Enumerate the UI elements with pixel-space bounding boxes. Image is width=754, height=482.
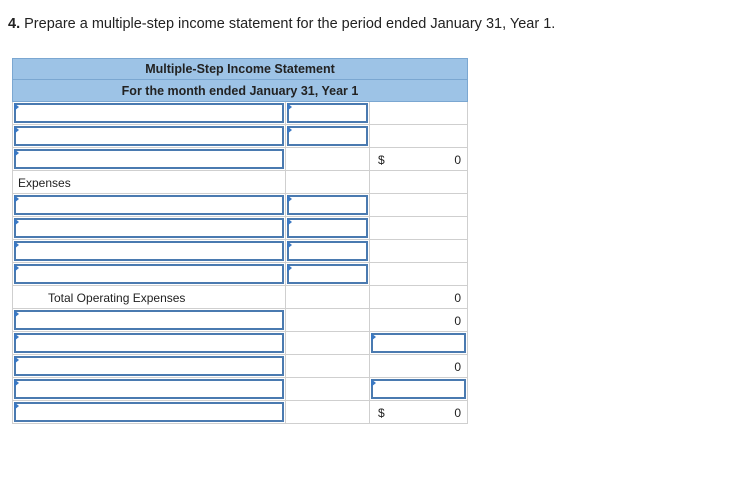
amount-cell (285, 355, 369, 377)
total-cell (369, 240, 467, 262)
amount-cell (285, 401, 369, 423)
table-row (12, 378, 468, 401)
total-cell (369, 148, 467, 170)
table-row (12, 263, 468, 286)
account-name-dropdown[interactable] (14, 310, 284, 330)
amount-input[interactable] (287, 126, 368, 146)
question-prompt (8, 16, 555, 32)
account-name-dropdown[interactable] (14, 379, 284, 399)
total-cell (369, 263, 467, 285)
total-cell (369, 125, 467, 147)
total-cell (369, 355, 467, 377)
table-row (12, 148, 468, 171)
expense-amount-input[interactable] (287, 264, 368, 284)
table-row (12, 286, 468, 309)
total-cell (369, 102, 467, 124)
table-row (12, 125, 468, 148)
statement-title: Multiple-Step Income Statement (12, 58, 468, 80)
table-row (12, 309, 468, 332)
amount-cell (285, 286, 369, 308)
total-amount-input[interactable] (371, 379, 466, 399)
table-row (12, 332, 468, 355)
income-statement-worksheet (12, 58, 468, 424)
expense-name-dropdown[interactable] (14, 241, 284, 261)
expenses-label: Expenses (18, 176, 71, 190)
amount-cell (285, 378, 369, 400)
question-text: Prepare a multiple-step income statement for the period ended January 31, Year 1. (24, 16, 556, 32)
account-name-dropdown[interactable] (14, 356, 284, 376)
total-cell (369, 217, 467, 239)
table-row (12, 194, 468, 217)
account-name-dropdown[interactable] (14, 333, 284, 353)
expense-name-dropdown[interactable] (14, 218, 284, 238)
table-row (12, 355, 468, 378)
dollar-sign: $ (378, 153, 385, 167)
amount-cell (285, 332, 369, 354)
amount-input[interactable] (287, 103, 368, 123)
account-name-dropdown[interactable] (14, 402, 284, 422)
expense-amount-input[interactable] (287, 218, 368, 238)
table-row (12, 102, 468, 125)
statement-period: For the month ended January 31, Year 1 (12, 80, 468, 102)
account-name-dropdown[interactable] (14, 103, 284, 123)
computed-value: 0 (454, 291, 461, 305)
amount-cell (285, 171, 369, 193)
computed-value: 0 (454, 360, 461, 374)
account-name-dropdown[interactable] (14, 149, 284, 169)
total-cell (369, 171, 467, 193)
table-row (12, 401, 468, 424)
total-cell (369, 286, 467, 308)
total-operating-expenses-label: Total Operating Expenses (48, 291, 186, 305)
total-cell (369, 194, 467, 216)
total-cell (369, 309, 467, 331)
total-amount-input[interactable] (371, 333, 466, 353)
table-row (12, 171, 468, 194)
total-cell (369, 401, 467, 423)
amount-cell (285, 309, 369, 331)
computed-value: 0 (454, 314, 461, 328)
expense-amount-input[interactable] (287, 241, 368, 261)
question-number: 4. (8, 16, 21, 32)
expense-name-dropdown[interactable] (14, 195, 284, 215)
computed-value: 0 (454, 153, 461, 167)
amount-cell (285, 148, 369, 170)
computed-value: 0 (454, 406, 461, 420)
expense-amount-input[interactable] (287, 195, 368, 215)
table-row (12, 240, 468, 263)
table-row (12, 217, 468, 240)
account-name-dropdown[interactable] (14, 126, 284, 146)
expense-name-dropdown[interactable] (14, 264, 284, 284)
dollar-sign: $ (378, 406, 385, 420)
